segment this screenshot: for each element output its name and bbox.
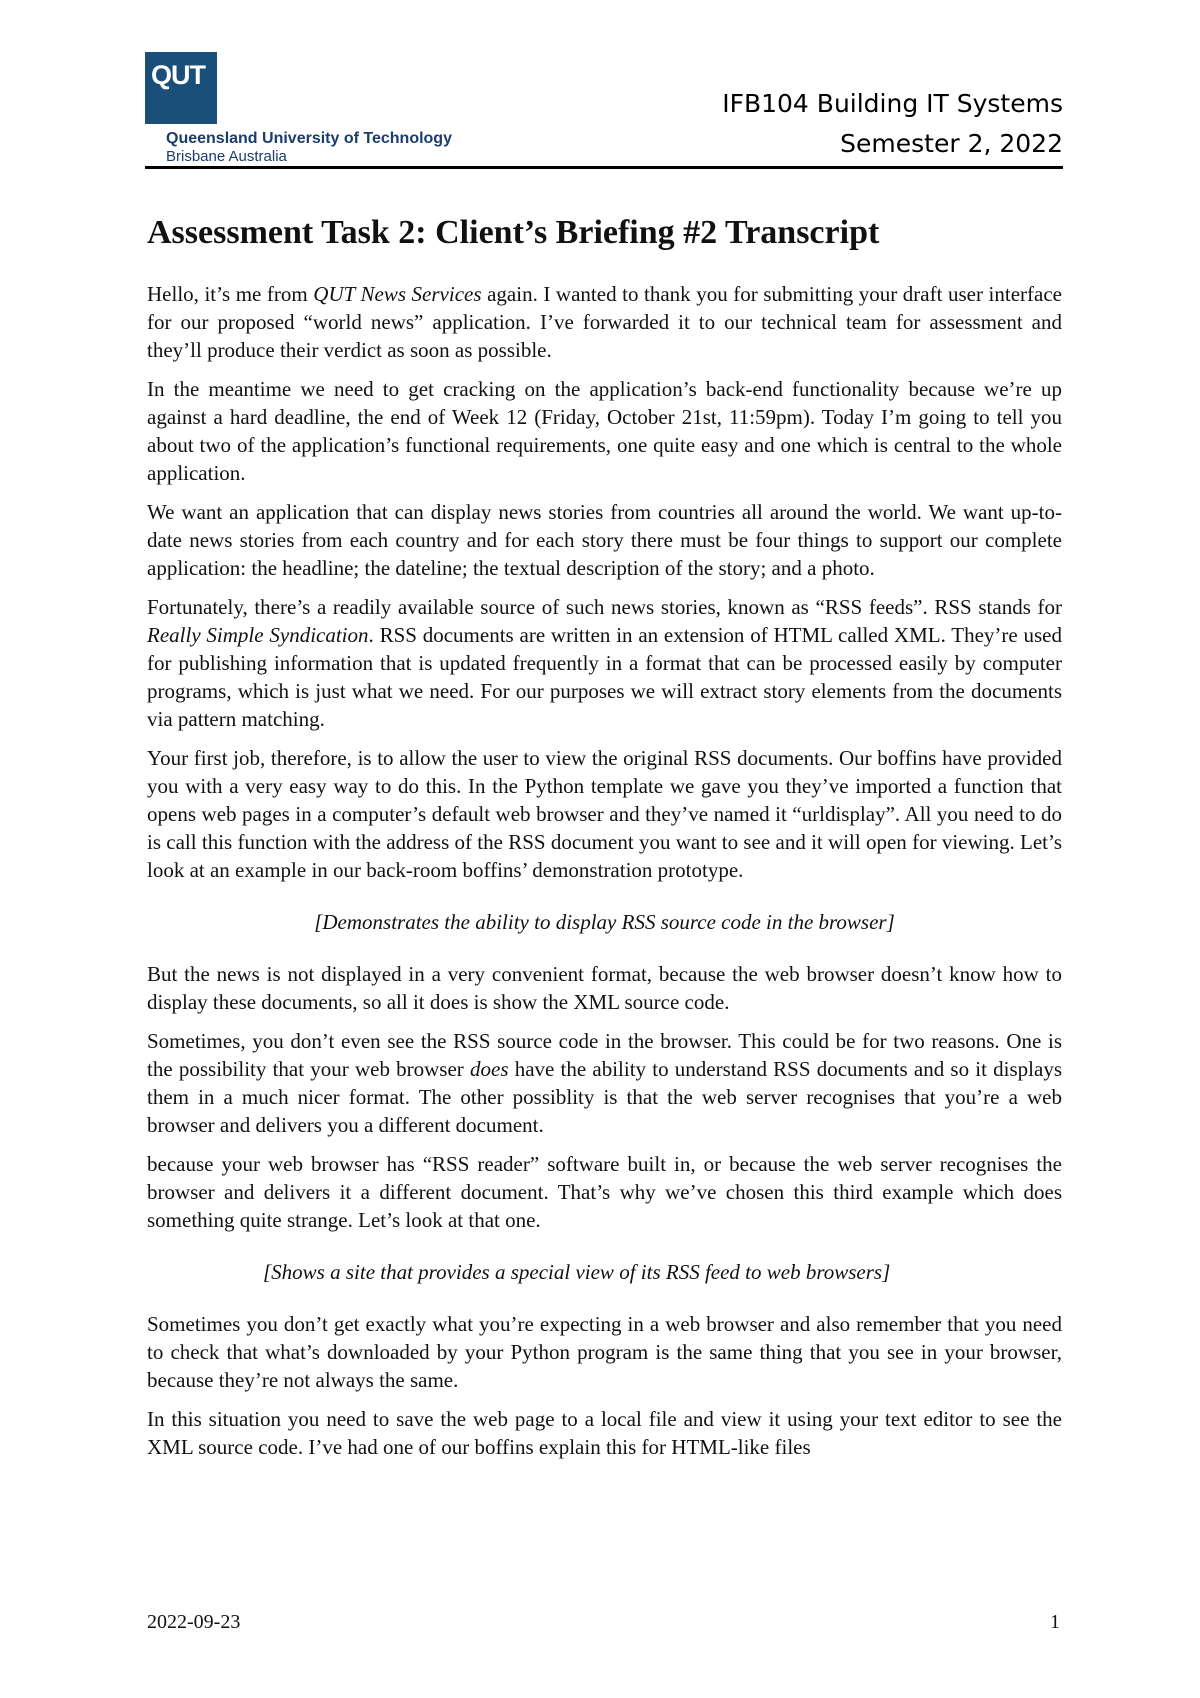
emphasis: QUT News Services (313, 282, 482, 306)
text-run: have the ability to understand RSS documents and so it displays them in a much nicer format. The other possiblity is that the web server recognises that you’re a web browser and delivers you a different document. (147, 1057, 1062, 1137)
stage-direction: [Shows a site that provides a special view of its RSS feed to web browsers] (263, 1260, 891, 1284)
paragraph: Sometimes you don’t get exactly what you’re expecting in a web browser and also remember that you need to check that what’s downloaded by your Python program is the same thing that you see in your browser, because they’re not always the same. (147, 1312, 1062, 1392)
paragraph: because your web browser has “RSS reader” software built in, or because the web server recognises the browser and delivers it a different document. That’s why we’ve chosen this third example which does something quite strange. Let’s look at that one. (147, 1152, 1062, 1232)
logo-text: QUT (151, 60, 205, 90)
paragraph: Your first job, therefore, is to allow the user to view the original RSS documents. Our boffins have provided you with a very easy way to do this. In the Python template we gave you they’ve imported a function that opens web pages in a computer’s default web browser and they’ve named it “urldisplay”. All you need to do is call this function with the address of the RSS document you want to see and it will open for viewing. Let’s look at an example in our back-room boffins’ demonstration prototype. (147, 746, 1062, 882)
course-title: IFB104 Building IT Systems (722, 89, 1063, 118)
text-run: Hello, it’s me from (147, 282, 314, 306)
paragraph (147, 280, 1062, 364)
course-info (722, 84, 1063, 164)
text-run: again. I wanted to thank you for submitting your draft user interface for our proposed “world news” application. I’ve forwarded it to our technical team for assessment and they’ll produce their verdict as soon as possible. (147, 282, 1062, 362)
paragraph: In the meantime we need to get cracking on the application’s back-end functionality because we’re up against a hard deadline, the end of Week 12 (Friday, October 21st, 11:59pm). Today I’m going to tell you about two of the application’s functional requirements, one quite easy and one which is central to the whole application. (147, 377, 1062, 485)
emphasis: Really Simple Syndication (147, 623, 369, 647)
university-name: Queensland University of Technology (166, 130, 452, 147)
paragraph (147, 1027, 1062, 1139)
text-run: Sometimes, you don’t even see the RSS source code in the browser. This could be for two reasons. One is the possibility that your web browser (147, 1029, 1062, 1081)
text-run: Fortunately, there’s a readily available source of such news stories, known as “RSS feeds”. RSS stands for (147, 595, 1062, 619)
document-title: Assessment Task 2: Client’s Briefing #2 Transcript (147, 214, 880, 251)
qut-logo (145, 52, 217, 124)
paragraph: But the news is not displayed in a very convenient format, because the web browser doesn’t know how to display these documents, so all it does is show the XML source code. (147, 962, 1062, 1014)
paragraph: We want an application that can display news stories from countries all around the world. We want up-to-date news stories from each country and for each story there must be four things to support our complete application: the headline; the dateline; the textual description of the story; and a photo. (147, 500, 1062, 580)
stage-direction: [Demonstrates the ability to display RSS source code in the browser] (314, 910, 895, 934)
emphasis: does (470, 1057, 509, 1081)
semester: Semester 2, 2022 (840, 129, 1063, 158)
header-divider (145, 166, 1063, 169)
document-body (147, 280, 1062, 1472)
paragraph (147, 593, 1062, 733)
page-header (145, 52, 1063, 168)
footer-date: 2022-09-23 (147, 1611, 241, 1633)
paragraph: In this situation you need to save the web page to a local file and view it using your text editor to see the XML source code. I’ve had one of our boffins explain this for HTML-like files (147, 1407, 1062, 1459)
university-location: Brisbane Australia (166, 148, 287, 165)
page-number: 1 (1050, 1611, 1060, 1633)
text-run: . RSS documents are written in an extension of HTML called XML. They’re used for publishing information that is updated frequently in a format that can be processed easily by computer programs, which is just what we need. For our purposes we will extract story elements from the documents via pattern matching. (147, 623, 1062, 731)
